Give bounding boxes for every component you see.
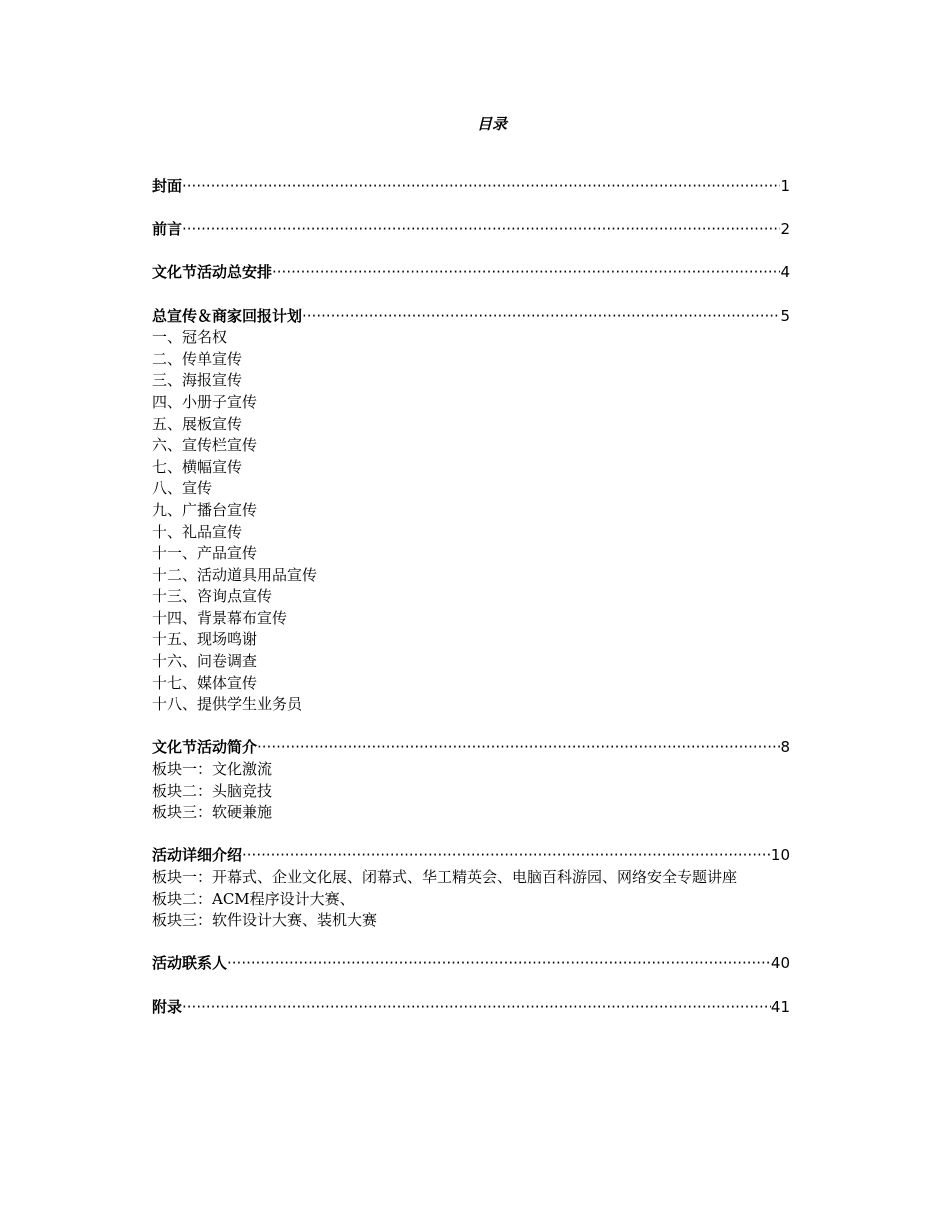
toc-section bbox=[152, 176, 790, 198]
toc-subitem: 板块一：开幕式、企业文化展、闭幕式、华工精英会、电脑百科游园、网络安全专题讲座 bbox=[152, 868, 738, 886]
toc-section bbox=[152, 845, 790, 931]
toc-page-number: 5 bbox=[780, 306, 790, 325]
toc-heading-label: 附录 bbox=[152, 997, 183, 1016]
toc-section bbox=[152, 997, 790, 1019]
toc-subitem: 十五、现场鸣谢 bbox=[152, 630, 258, 649]
toc-subitem: 十二、活动道具用品宣传 bbox=[152, 565, 318, 584]
toc-subitem: 十三、咨询点宣传 bbox=[152, 587, 273, 606]
toc-subitem: 六、宣传栏宣传 bbox=[152, 436, 258, 455]
toc-section bbox=[152, 737, 790, 823]
toc-heading-entry[interactable] bbox=[152, 845, 790, 867]
toc-heading-entry[interactable] bbox=[152, 176, 790, 198]
toc-subitem: 十一、产品宣传 bbox=[152, 544, 258, 563]
toc-page-number: 41 bbox=[770, 997, 790, 1016]
toc-heading-label: 活动详细介绍 bbox=[152, 846, 243, 865]
dot-leader bbox=[182, 219, 780, 241]
toc-subitem: 二、传单宣传 bbox=[152, 349, 243, 368]
toc-heading-entry[interactable] bbox=[152, 997, 790, 1019]
toc-subitem: 十七、媒体宣传 bbox=[152, 673, 258, 692]
toc-page-number: 40 bbox=[770, 954, 790, 973]
toc-heading-label: 文化节活动总安排 bbox=[152, 263, 273, 282]
toc-section bbox=[152, 219, 790, 241]
dot-leader bbox=[272, 262, 780, 284]
toc-section bbox=[152, 953, 790, 975]
toc-subitem: 八、宣传 bbox=[152, 479, 213, 498]
toc-subitem: 七、横幅宣传 bbox=[152, 457, 243, 476]
toc-heading-entry[interactable] bbox=[152, 262, 790, 284]
toc-heading-entry[interactable] bbox=[152, 219, 790, 241]
toc-heading-entry[interactable] bbox=[152, 737, 790, 759]
toc-page-number: 4 bbox=[780, 263, 790, 282]
dot-leader bbox=[182, 176, 780, 198]
dot-leader bbox=[302, 306, 780, 328]
toc-heading-label: 总宣传＆商家回报计划 bbox=[152, 306, 303, 325]
dot-leader bbox=[257, 737, 780, 759]
toc-subitem: 五、展板宣传 bbox=[152, 414, 243, 433]
toc-section bbox=[152, 262, 790, 284]
toc-heading-entry[interactable] bbox=[152, 306, 790, 328]
toc-heading-entry[interactable] bbox=[152, 953, 790, 975]
toc-subitem: 板块三：软件设计大赛、装机大赛 bbox=[152, 911, 378, 930]
toc-title: 目录 bbox=[476, 115, 507, 133]
dot-leader bbox=[242, 845, 771, 867]
toc-page-number: 10 bbox=[770, 846, 790, 865]
toc-subitem: 十四、背景幕布宣传 bbox=[152, 608, 288, 627]
toc-heading-label: 封面 bbox=[152, 177, 183, 195]
toc-subitem: 板块二：头脑竞技 bbox=[152, 781, 273, 800]
toc-subitem: 一、冠名权 bbox=[152, 328, 228, 347]
toc-heading-label: 活动联系人 bbox=[152, 954, 228, 973]
toc-subitem: 十、礼品宣传 bbox=[152, 522, 243, 541]
toc-subitem: 板块三：软硬兼施 bbox=[152, 803, 273, 822]
toc-page-number: 1 bbox=[780, 177, 790, 195]
dot-leader bbox=[227, 953, 771, 975]
toc-subitem: 四、小册子宣传 bbox=[152, 392, 258, 411]
toc-subitem: 十六、问卷调查 bbox=[152, 652, 258, 671]
toc-subitem: 十八、提供学生业务员 bbox=[152, 695, 303, 714]
toc-page-number: 8 bbox=[780, 738, 790, 757]
toc-subitem: 三、海报宣传 bbox=[152, 371, 243, 390]
toc-subitem: 九、广播台宣传 bbox=[152, 500, 258, 519]
toc-page-number: 2 bbox=[780, 220, 790, 239]
table-of-contents bbox=[152, 176, 790, 1040]
toc-heading-label: 文化节活动简介 bbox=[152, 738, 258, 757]
dot-leader bbox=[182, 997, 771, 1019]
toc-subitem: 板块一：文化激流 bbox=[152, 760, 273, 779]
toc-section bbox=[152, 306, 790, 716]
toc-heading-label: 前言 bbox=[152, 220, 183, 239]
toc-subitem: 板块二：ACM程序设计大赛、 bbox=[152, 889, 355, 908]
